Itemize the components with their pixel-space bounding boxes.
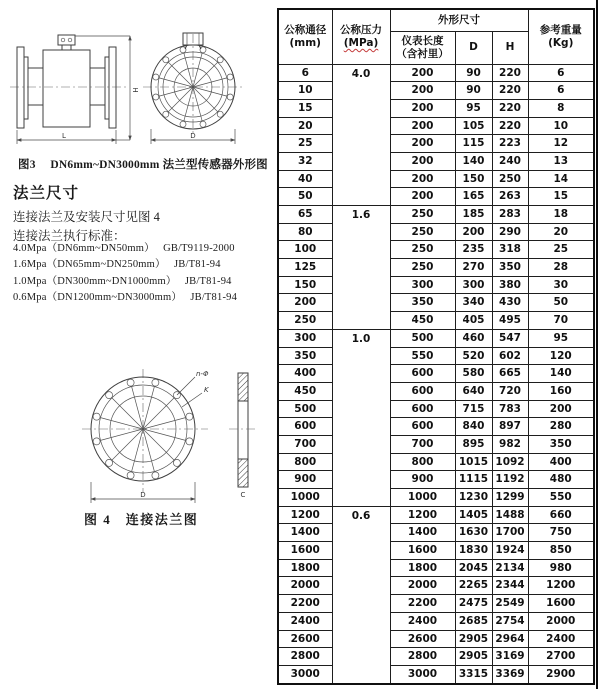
- flange-standards-list: [13, 241, 273, 307]
- cell-d: 150: [455, 170, 492, 188]
- cell-dn: 10: [278, 82, 332, 100]
- table-row-dn-2600: [278, 630, 594, 648]
- table-row-dn-15: [278, 99, 594, 117]
- cell-h: 263: [492, 188, 528, 206]
- cell-d: 895: [455, 435, 492, 453]
- cell-weight: 95: [528, 329, 594, 347]
- col-header-h: H: [492, 31, 528, 64]
- cell-weight: 1200: [528, 577, 594, 595]
- cell-length: 1800: [390, 559, 455, 577]
- cell-h: 220: [492, 117, 528, 135]
- cell-weight: 2700: [528, 648, 594, 666]
- cell-h: 1092: [492, 453, 528, 471]
- cell-h: 1488: [492, 506, 528, 524]
- cell-d: 1405: [455, 506, 492, 524]
- cell-dn: 200: [278, 294, 332, 312]
- cell-dn: 20: [278, 117, 332, 135]
- dim-label-d: D: [190, 132, 196, 140]
- cell-h: 380: [492, 276, 528, 294]
- table-row-dn-800: [278, 453, 594, 471]
- table-row-dn-6: [278, 64, 594, 82]
- cell-weight: 200: [528, 400, 594, 418]
- cell-weight: 50: [528, 294, 594, 312]
- cell-dn: 450: [278, 382, 332, 400]
- table-row-dn-300: [278, 329, 594, 347]
- cell-h: 250: [492, 170, 528, 188]
- cell-d: 2045: [455, 559, 492, 577]
- col-header-outline-dimensions: 外形尺寸: [390, 9, 528, 31]
- dim-label-l: L: [62, 132, 66, 140]
- cell-weight: 980: [528, 559, 594, 577]
- table-row-dn-2800: [278, 648, 594, 666]
- cell-dn: 50: [278, 188, 332, 206]
- cell-d: 1230: [455, 489, 492, 507]
- cell-weight: 30: [528, 276, 594, 294]
- table-row-dn-350: [278, 347, 594, 365]
- table-row-dn-3000: [278, 665, 594, 684]
- cell-dn: 65: [278, 206, 332, 224]
- cell-weight: 400: [528, 453, 594, 471]
- cell-h: 665: [492, 365, 528, 383]
- cell-length: 600: [390, 400, 455, 418]
- cell-length: 2000: [390, 577, 455, 595]
- table-row-dn-1200: [278, 506, 594, 524]
- cell-length: 3000: [390, 665, 455, 684]
- table-row-dn-2400: [278, 612, 594, 630]
- table-row-dn-150: [278, 276, 594, 294]
- cell-dn: 2800: [278, 648, 332, 666]
- table-row-dn-50: [278, 188, 594, 206]
- cell-weight: 1600: [528, 595, 594, 613]
- cell-length: 900: [390, 471, 455, 489]
- cell-length: 800: [390, 453, 455, 471]
- label-n-phi: n-Φ: [196, 370, 209, 378]
- cell-weight: 20: [528, 223, 594, 241]
- cell-dn: 900: [278, 471, 332, 489]
- cell-d: 1115: [455, 471, 492, 489]
- cell-dn: 3000: [278, 665, 332, 684]
- cell-dn: 1200: [278, 506, 332, 524]
- cell-d: 2685: [455, 612, 492, 630]
- cell-h: 430: [492, 294, 528, 312]
- figure4-connection-flange-drawing: [68, 356, 260, 508]
- standard-line: 1.0Mpa（DN300mm~DN1000mm） JB/T81-94: [13, 275, 232, 287]
- flange-side-section: [229, 373, 257, 499]
- cell-pressure: 4.0: [332, 64, 390, 206]
- cell-weight: 350: [528, 435, 594, 453]
- page-edge-line: [596, 0, 598, 689]
- table-row-dn-250: [278, 312, 594, 330]
- cell-d: 200: [455, 223, 492, 241]
- cell-dn: 700: [278, 435, 332, 453]
- cell-d: 3315: [455, 665, 492, 684]
- table-row-dn-25: [278, 135, 594, 153]
- cell-dn: 15: [278, 99, 332, 117]
- cell-d: 90: [455, 64, 492, 82]
- cell-d: 405: [455, 312, 492, 330]
- table-row-dn-500: [278, 400, 594, 418]
- cell-dn: 1800: [278, 559, 332, 577]
- cell-dn: 300: [278, 329, 332, 347]
- cell-h: 240: [492, 152, 528, 170]
- cell-length: 250: [390, 241, 455, 259]
- cell-dn: 2600: [278, 630, 332, 648]
- cell-h: 220: [492, 64, 528, 82]
- table-row-dn-1400: [278, 524, 594, 542]
- cell-d: 520: [455, 347, 492, 365]
- cell-length: 2400: [390, 612, 455, 630]
- cell-h: 547: [492, 329, 528, 347]
- cell-d: 840: [455, 418, 492, 436]
- cell-h: 2964: [492, 630, 528, 648]
- cell-weight: 14: [528, 170, 594, 188]
- cell-dn: 40: [278, 170, 332, 188]
- col-header-nominal-pressure: 公称压力 (MPa): [332, 9, 390, 64]
- standard-line: 4.0Mpa（DN6mm~DN50mm） GB/T9119-2000: [13, 243, 235, 254]
- cell-h: 783: [492, 400, 528, 418]
- dim-label-h: H: [131, 87, 139, 93]
- sensor-side-view: [10, 35, 139, 144]
- cell-h: 318: [492, 241, 528, 259]
- cell-h: 2549: [492, 595, 528, 613]
- section-title-flange-size: 法兰尺寸: [13, 185, 80, 202]
- cell-d: 105: [455, 117, 492, 135]
- cell-pressure: 1.6: [332, 206, 390, 330]
- cell-d: 235: [455, 241, 492, 259]
- cell-length: 600: [390, 365, 455, 383]
- cell-d: 640: [455, 382, 492, 400]
- cell-dn: 400: [278, 365, 332, 383]
- cell-h: 1700: [492, 524, 528, 542]
- figure3-sensor-outline-drawing: [6, 26, 262, 160]
- cell-weight: 120: [528, 347, 594, 365]
- figure3-caption: 图3 DN6mm~DN3000mm 法兰型传感器外形图: [18, 159, 268, 171]
- cell-weight: 140: [528, 365, 594, 383]
- cell-h: 283: [492, 206, 528, 224]
- cell-weight: 2000: [528, 612, 594, 630]
- cell-length: 200: [390, 135, 455, 153]
- table-row-dn-400: [278, 365, 594, 383]
- cell-weight: 8: [528, 99, 594, 117]
- table-row-dn-200: [278, 294, 594, 312]
- cell-length: 300: [390, 276, 455, 294]
- table-row-dn-40: [278, 170, 594, 188]
- cell-d: 460: [455, 329, 492, 347]
- table-row-dn-80: [278, 223, 594, 241]
- terminal-box: [58, 35, 75, 50]
- flange-spec-table: [277, 8, 593, 685]
- cell-dn: 1000: [278, 489, 332, 507]
- cell-weight: 12: [528, 135, 594, 153]
- cell-d: 90: [455, 82, 492, 100]
- cell-dn: 1600: [278, 542, 332, 560]
- cell-d: 115: [455, 135, 492, 153]
- cell-weight: 6: [528, 64, 594, 82]
- cell-pressure: 0.6: [332, 506, 390, 684]
- cell-dn: 2400: [278, 612, 332, 630]
- cell-length: 200: [390, 152, 455, 170]
- cell-weight: 480: [528, 471, 594, 489]
- cell-d: 1015: [455, 453, 492, 471]
- col-header-d: D: [455, 31, 492, 64]
- cell-weight: 550: [528, 489, 594, 507]
- cell-weight: 280: [528, 418, 594, 436]
- cell-h: 2344: [492, 577, 528, 595]
- cell-length: 200: [390, 170, 455, 188]
- table-row-dn-20: [278, 117, 594, 135]
- cell-d: 715: [455, 400, 492, 418]
- cell-length: 2200: [390, 595, 455, 613]
- label-c: C: [240, 491, 246, 499]
- cell-h: 220: [492, 82, 528, 100]
- cell-d: 140: [455, 152, 492, 170]
- cell-dn: 600: [278, 418, 332, 436]
- flange-intro-line: 连接法兰及安装尺寸见图 4: [13, 210, 160, 224]
- cell-dn: 800: [278, 453, 332, 471]
- cell-weight: 28: [528, 259, 594, 277]
- cell-d: 580: [455, 365, 492, 383]
- cell-d: 185: [455, 206, 492, 224]
- cell-length: 350: [390, 294, 455, 312]
- cell-h: 3169: [492, 648, 528, 666]
- cell-length: 1200: [390, 506, 455, 524]
- cell-dn: 1400: [278, 524, 332, 542]
- table-row-dn-10: [278, 82, 594, 100]
- cell-length: 200: [390, 82, 455, 100]
- cell-d: 1830: [455, 542, 492, 560]
- col-header-nominal-diameter: 公称通径 (mm): [278, 9, 332, 64]
- table-row-dn-700: [278, 435, 594, 453]
- cell-dn: 100: [278, 241, 332, 259]
- cell-dn: 25: [278, 135, 332, 153]
- standard-line: 1.6Mpa（DN65mm~DN250mm） JB/T81-94: [13, 259, 221, 271]
- flange-front-view: [82, 369, 210, 503]
- cell-length: 1600: [390, 542, 455, 560]
- cell-d: 300: [455, 276, 492, 294]
- cell-dn: 150: [278, 276, 332, 294]
- cell-length: 250: [390, 259, 455, 277]
- cell-h: 2134: [492, 559, 528, 577]
- cell-length: 2600: [390, 630, 455, 648]
- cell-h: 223: [492, 135, 528, 153]
- cell-h: 290: [492, 223, 528, 241]
- table-row-dn-65: [278, 206, 594, 224]
- cell-weight: 160: [528, 382, 594, 400]
- label-k: K: [204, 386, 209, 394]
- table-row-dn-900: [278, 471, 594, 489]
- cell-weight: 10: [528, 117, 594, 135]
- cell-length: 450: [390, 312, 455, 330]
- cell-length: 200: [390, 117, 455, 135]
- cell-length: 600: [390, 418, 455, 436]
- cell-h: 1299: [492, 489, 528, 507]
- cell-weight: 18: [528, 206, 594, 224]
- cell-h: 720: [492, 382, 528, 400]
- cell-weight: 13: [528, 152, 594, 170]
- flange-standards-heading: 连接法兰执行标准：: [13, 229, 126, 243]
- cell-weight: 2400: [528, 630, 594, 648]
- cell-dn: 125: [278, 259, 332, 277]
- cell-length: 550: [390, 347, 455, 365]
- sensor-front-view: [143, 33, 243, 144]
- cell-weight: 660: [528, 506, 594, 524]
- cell-weight: 15: [528, 188, 594, 206]
- table-row-dn-1600: [278, 542, 594, 560]
- cell-dn: 80: [278, 223, 332, 241]
- table-row-dn-1000: [278, 489, 594, 507]
- figure4-caption: 图 4 连接法兰图: [84, 512, 199, 527]
- dim-label-d2: D: [140, 491, 146, 499]
- table-row-dn-125: [278, 259, 594, 277]
- cell-dn: 350: [278, 347, 332, 365]
- cell-length: 250: [390, 206, 455, 224]
- cell-h: 897: [492, 418, 528, 436]
- cell-dn: 250: [278, 312, 332, 330]
- cell-h: 350: [492, 259, 528, 277]
- cell-length: 600: [390, 382, 455, 400]
- cell-d: 2905: [455, 648, 492, 666]
- cell-weight: 850: [528, 542, 594, 560]
- table-row-dn-2200: [278, 595, 594, 613]
- cell-length: 200: [390, 188, 455, 206]
- cell-length: 2800: [390, 648, 455, 666]
- table-row-dn-2000: [278, 577, 594, 595]
- cell-length: 1400: [390, 524, 455, 542]
- cell-pressure: 1.0: [332, 329, 390, 506]
- cell-h: 3369: [492, 665, 528, 684]
- cell-weight: 2900: [528, 665, 594, 684]
- cell-length: 250: [390, 223, 455, 241]
- cell-weight: 70: [528, 312, 594, 330]
- cell-h: 1924: [492, 542, 528, 560]
- table-row-dn-1800: [278, 559, 594, 577]
- cell-d: 2905: [455, 630, 492, 648]
- cell-h: 602: [492, 347, 528, 365]
- cell-length: 500: [390, 329, 455, 347]
- cell-dn: 2200: [278, 595, 332, 613]
- table-row-dn-450: [278, 382, 594, 400]
- cell-length: 200: [390, 64, 455, 82]
- cell-dn: 2000: [278, 577, 332, 595]
- cell-length: 200: [390, 99, 455, 117]
- col-header-reference-weight: 参考重量 (Kg): [528, 9, 594, 64]
- cell-length: 700: [390, 435, 455, 453]
- cell-h: 495: [492, 312, 528, 330]
- cell-h: 2754: [492, 612, 528, 630]
- cell-length: 1000: [390, 489, 455, 507]
- cell-h: 1192: [492, 471, 528, 489]
- cell-d: 2475: [455, 595, 492, 613]
- cell-dn: 32: [278, 152, 332, 170]
- standard-line: 0.6Mpa（DN1200mm~DN3000mm） JB/T81-94: [13, 292, 238, 304]
- cell-dn: 500: [278, 400, 332, 418]
- cell-weight: 750: [528, 524, 594, 542]
- cell-d: 270: [455, 259, 492, 277]
- cell-weight: 6: [528, 82, 594, 100]
- table-row-dn-600: [278, 418, 594, 436]
- cell-d: 340: [455, 294, 492, 312]
- cell-weight: 25: [528, 241, 594, 259]
- cell-d: 165: [455, 188, 492, 206]
- table-row-dn-100: [278, 241, 594, 259]
- cell-d: 95: [455, 99, 492, 117]
- cell-h: 220: [492, 99, 528, 117]
- cell-dn: 6: [278, 64, 332, 82]
- col-header-meter-length: 仪表长度 （含衬里）: [390, 31, 455, 64]
- cell-d: 1630: [455, 524, 492, 542]
- table-row-dn-32: [278, 152, 594, 170]
- cell-h: 982: [492, 435, 528, 453]
- cell-d: 2265: [455, 577, 492, 595]
